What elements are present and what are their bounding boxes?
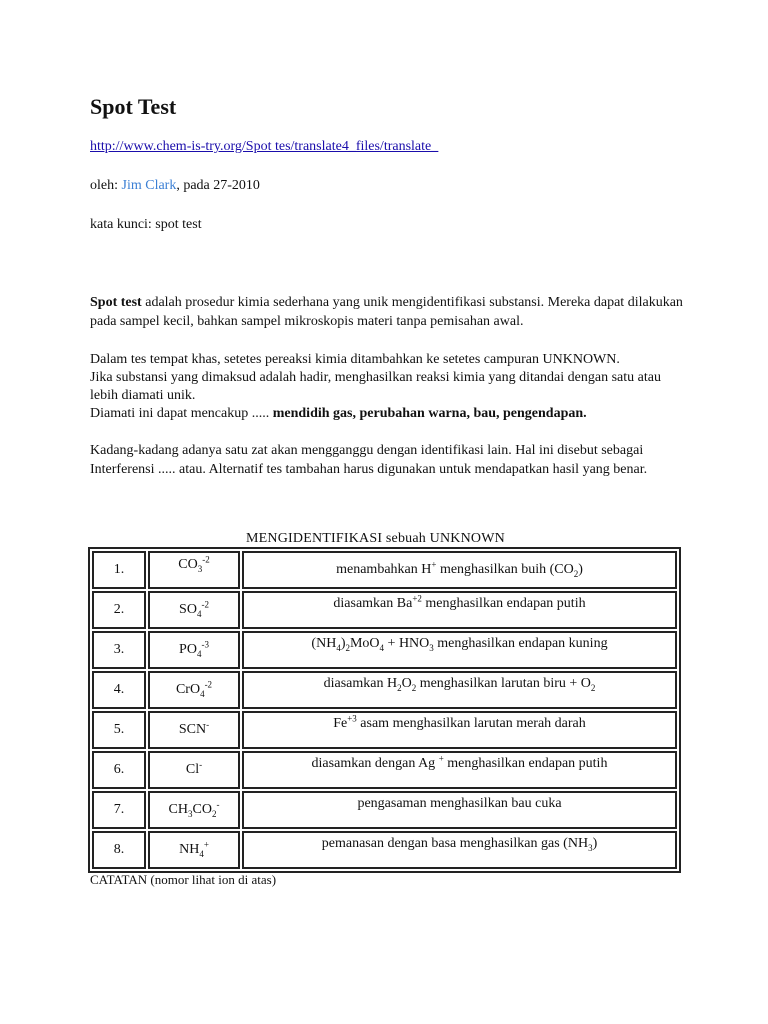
description-paragraph <box>90 351 690 423</box>
row-number: 7. <box>92 791 146 829</box>
ion-formula: $SO_4^{-2}$ <box>148 591 240 629</box>
test-description: diasamkan $Ba^{+2}$ menghasilkan endapan putih <box>242 591 677 629</box>
table-note: CATATAN (nomor lihat ion di atas) <box>90 872 277 887</box>
ion-formula: $NH_4^+$ <box>148 831 240 869</box>
intro-paragraph <box>90 293 690 331</box>
test-description: menambahkan H+ menghasilkan buih $(CO_2)$ <box>242 551 677 589</box>
table-title: MENGIDENTIFIKASI sebuah UNKNOWN <box>246 531 505 546</box>
row-number: 4. <box>92 671 146 709</box>
ion-formula: $PO_4^{-3}$ <box>148 631 240 669</box>
row-number: 2. <box>92 591 146 629</box>
observations-bold: mendidih gas, perubahan warna, bau, pengendapan. <box>272 406 587 421</box>
row-number: 5. <box>92 711 146 749</box>
test-description: $(NH_4)_2MoO_4 + HNO_3$ menghasilkan endapan kuning <box>242 631 677 669</box>
source-link[interactable]: http://www.chem-is-try.org/Spot tes/translate4_files/translate_ <box>90 139 439 154</box>
ion-formula: CrO$_4^{-2}$ <box>148 671 240 709</box>
table-row <box>92 551 677 589</box>
description-line-3: Diamati ini dapat mencakup ..... <box>90 406 273 421</box>
keywords: kata kunci: spot test <box>90 217 202 232</box>
intro-text: adalah prosedur kimia sederhana yang unik mengidentifikasi substansi. Mereka dapat dilakukan pada sampel kecil, bahkan sampel mikroskopis materi tanpa pemisahan awal. <box>90 295 683 329</box>
table-row <box>92 751 677 789</box>
description-line-1: Dalam tes tempat khas, setetes pereaksi kimia ditambahkan ke setetes campuran UNKNOWN. <box>90 352 620 367</box>
row-number: 1. <box>92 551 146 589</box>
byline-prefix: oleh: <box>90 178 122 193</box>
table-row <box>92 711 677 749</box>
test-description: pemanasan dengan basa menghasilkan gas $(NH_3)$ <box>242 831 677 869</box>
author-link[interactable]: Jim Clark <box>121 178 177 193</box>
byline <box>90 178 260 194</box>
interference-paragraph: Kadang-kadang adanya satu zat akan mengganggu dengan identifikasi lain. Hal ini disebut sebagai Interferensi ..... atau. Alternatif tes tambahan harus digunakan untuk mendapatkan hasil yang benar. <box>90 443 648 477</box>
byline-date: , pada 27-2010 <box>176 178 260 193</box>
description-line-2: Jika substansi yang dimaksud adalah hadir, menghasilkan reaksi kimia yang ditandai dengan satu atau lebih diamati unik. <box>90 370 661 403</box>
test-description: pengasaman menghasilkan bau cuka <box>242 791 677 829</box>
row-number: 6. <box>92 751 146 789</box>
ion-formula: Cl- <box>148 751 240 789</box>
table-row <box>92 631 677 669</box>
ion-formula: $CO_3^{-2}$ <box>148 551 240 589</box>
ion-formula: $CH_3CO_2^-$ <box>148 791 240 829</box>
page-title: Spot Test <box>90 94 177 119</box>
table-row <box>92 591 677 629</box>
ion-identification-table <box>88 547 681 873</box>
table-row <box>92 671 677 709</box>
intro-term: Spot test <box>90 295 142 310</box>
test-description: $Fe^{+3}$ asam menghasilkan larutan merah darah <box>242 711 677 749</box>
table-row <box>92 831 677 869</box>
table-row <box>92 791 677 829</box>
row-number: 8. <box>92 831 146 869</box>
test-description: diasamkan $H_2O_2$ menghasilkan larutan biru + $O_2$ <box>242 671 677 709</box>
ion-formula: SCN- <box>148 711 240 749</box>
test-description: diasamkan dengan Ag + menghasilkan endapan putih <box>242 751 677 789</box>
row-number: 3. <box>92 631 146 669</box>
